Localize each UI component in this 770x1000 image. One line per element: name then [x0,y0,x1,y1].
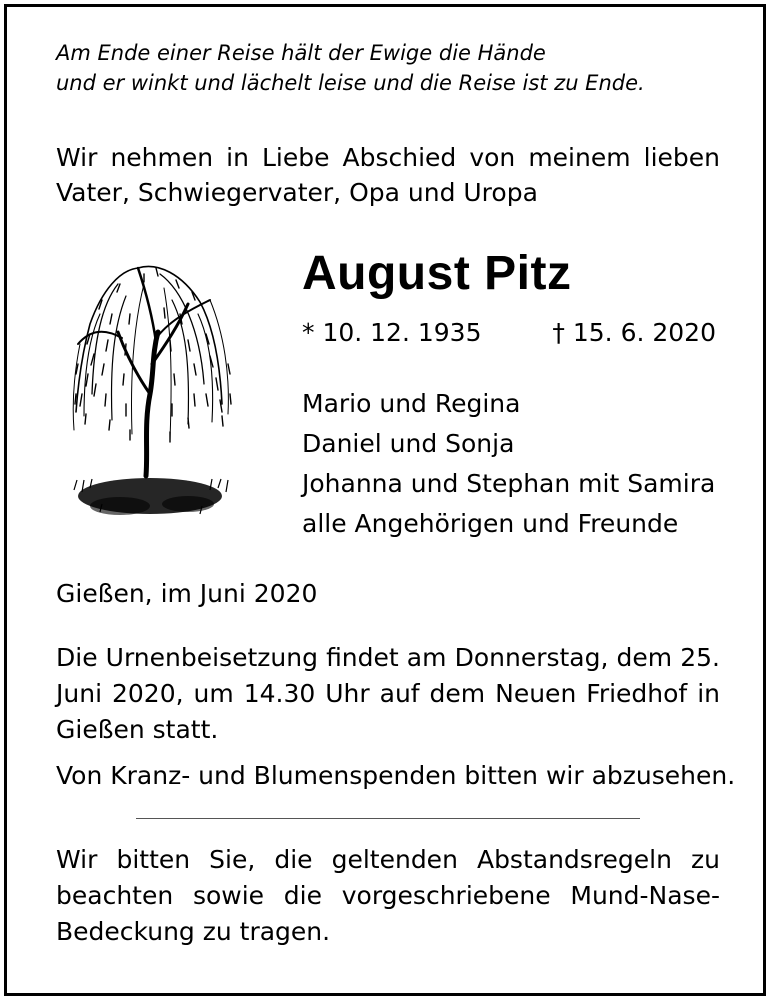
intro-text: Wir nehmen in Liebe Abschied von meinem lieben Vater, Schwiegervater, Opa und Uropa [56,143,720,207]
death-date: † 15. 6. 2020 [552,318,716,347]
motto-line-1: Am Ende einer Reise hält der Ewige die Hände [56,41,546,65]
mourners-list [302,384,715,544]
place-and-date: Gießen, im Juni 2020 [56,579,318,608]
mourner-line: Daniel und Sonja [302,429,515,458]
burial-info: Die Urnenbeisetzung findet am Donnerstag, dem 25. Juni 2020, um 14.30 Uhr auf dem Neuen Friedhof in Gießen statt. [56,643,720,744]
motto-verse [56,38,716,98]
mourner-line: alle Angehörigen und Freunde [302,509,679,538]
motto-line-2: und er winkt und lächelt leise und die Reise ist zu Ende. [56,71,645,95]
divider [136,818,640,819]
mourner-line: Johanna und Stephan mit Samira [302,469,716,498]
deceased-name: August Pitz [302,247,572,300]
birth-date: * 10. 12. 1935 [302,318,482,347]
covid-notice: Wir bitten Sie, die geltenden Abstandsregeln zu beachten sowie die vorgeschriebene Mund-Nase-Bedeckung zu tragen. [56,845,720,946]
life-dates [302,316,722,350]
flowers-request: Von Kranz- und Blumenspenden bitten wir abzusehen. [56,761,736,790]
mourner-line: Mario und Regina [302,389,521,418]
weeping-willow-icon [60,244,240,544]
